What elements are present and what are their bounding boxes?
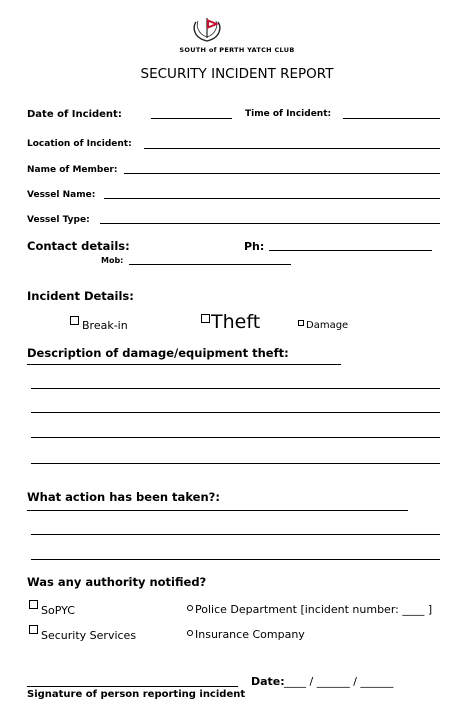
signature-field[interactable]: [27, 686, 238, 687]
vessel-type-label: Vessel Type:: [27, 215, 90, 225]
police-checkbox[interactable]: [187, 605, 193, 611]
vessel-type-field[interactable]: [100, 223, 440, 224]
contact-details-label: Contact details:: [27, 239, 130, 253]
police-label: Police Department [incident number: ____ ]: [195, 603, 433, 616]
club-logo: [190, 14, 224, 44]
burgee-flag-icon: [190, 14, 224, 44]
option-theft[interactable]: [201, 311, 260, 333]
sopyc-label: SoPYC: [41, 604, 75, 617]
description-line-3[interactable]: [31, 437, 440, 438]
description-line-2[interactable]: [31, 412, 440, 413]
insurance-label: Insurance Company: [195, 628, 305, 641]
ph-field[interactable]: [269, 250, 432, 251]
time-of-incident-label: Time of Incident:: [245, 109, 332, 119]
date-label: Date:: [251, 675, 285, 688]
action-heading: What action has been taken?:: [27, 490, 220, 504]
action-line-2[interactable]: [31, 559, 440, 560]
signature-label: Signature of person reporting incident: [27, 689, 246, 700]
option-police-department[interactable]: [187, 603, 432, 616]
mob-label: Mob:: [101, 256, 124, 265]
vessel-name-field[interactable]: [104, 198, 440, 199]
break-in-label: Break-in: [82, 319, 128, 332]
name-of-member-field[interactable]: [124, 173, 440, 174]
name-of-member-label: Name of Member:: [27, 165, 118, 175]
break-in-checkbox[interactable]: [70, 316, 79, 325]
date-of-incident-field[interactable]: [151, 118, 232, 119]
description-heading: Description of damage/equipment theft:: [27, 346, 289, 360]
sopyc-checkbox[interactable]: [29, 600, 38, 609]
report-title: SECURITY INCIDENT REPORT: [140, 66, 334, 82]
authority-heading: Was any authority notified?: [27, 575, 207, 589]
location-of-incident-field[interactable]: [144, 148, 440, 149]
incident-details-heading: Incident Details:: [27, 289, 134, 303]
action-heading-rule: [27, 510, 408, 511]
security-services-label: Security Services: [41, 629, 137, 642]
theft-checkbox[interactable]: [201, 314, 210, 323]
security-services-checkbox[interactable]: [29, 625, 38, 634]
option-break-in[interactable]: [70, 315, 128, 332]
description-line-1[interactable]: [31, 388, 440, 389]
option-security-services[interactable]: [29, 624, 137, 642]
vessel-name-label: Vessel Name:: [27, 190, 96, 200]
description-line-4[interactable]: [31, 463, 440, 464]
option-sopyc[interactable]: [29, 599, 75, 617]
damage-checkbox[interactable]: [298, 320, 304, 326]
date-of-incident-label: Date of Incident:: [27, 109, 122, 120]
option-damage[interactable]: [298, 318, 348, 329]
insurance-checkbox[interactable]: [187, 630, 193, 636]
action-line-1[interactable]: [31, 534, 440, 535]
option-insurance-company[interactable]: [187, 628, 305, 641]
mob-field[interactable]: [129, 264, 291, 265]
ph-label: Ph:: [244, 240, 265, 253]
club-name: SOUTH of PERTH YATCH CLUB: [179, 46, 295, 54]
date-field[interactable]: ____ / ______ / ______: [284, 675, 394, 688]
description-heading-rule: [27, 364, 341, 365]
damage-label: Damage: [306, 320, 349, 331]
location-of-incident-label: Location of Incident:: [27, 139, 132, 149]
theft-label: Theft: [211, 311, 261, 333]
time-of-incident-field[interactable]: [343, 118, 440, 119]
